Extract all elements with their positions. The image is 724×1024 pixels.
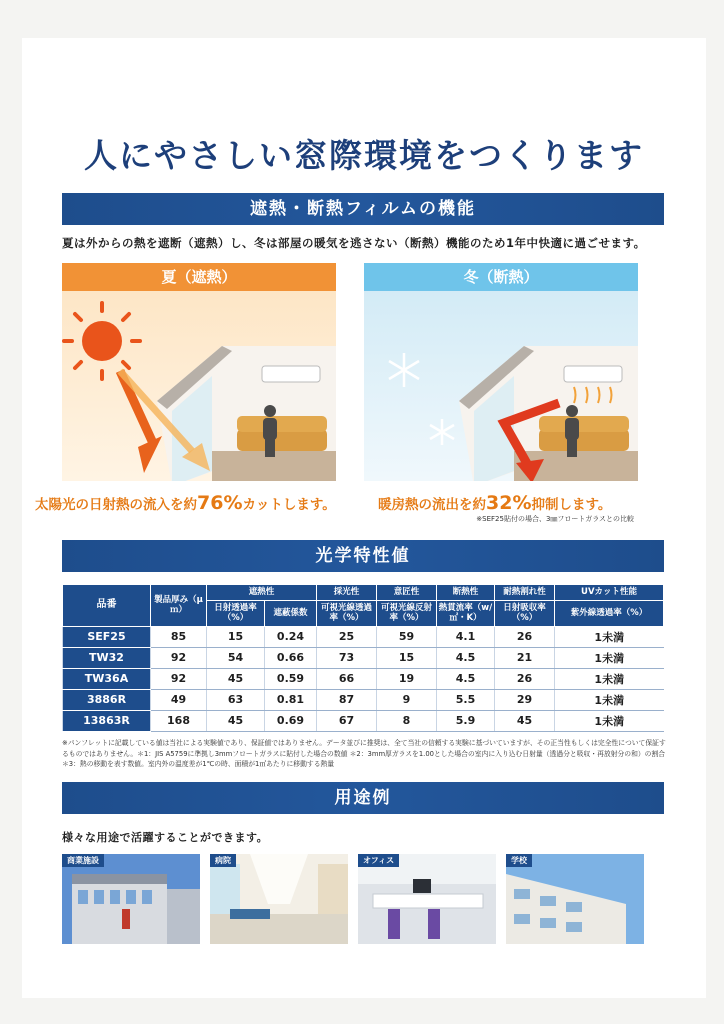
cell-uv-transmittance: 1未満 [555, 689, 664, 710]
cell-heat-flow: 4.5 [437, 668, 495, 689]
header-insulation: 断熱性 [437, 585, 495, 601]
summer-caption-text-end: カットします。 [242, 497, 336, 513]
summer-caption-value: 76% [197, 492, 243, 514]
page-title: 人にやさしい窓際環境をつくります [84, 136, 644, 175]
cell-heat-flow: 5.9 [437, 710, 495, 731]
cell-visible-transmittance: 67 [317, 710, 377, 731]
winter-heading: 冬（断熱） [364, 263, 638, 291]
cell-solar-transmittance: 15 [207, 626, 265, 647]
cell-solar-absorption: 26 [495, 626, 555, 647]
section-intro-text: 夏は外からの熱を遮断（遮熱）し、冬は部屋の暖気を逃さない（断熱）機能のため1年中快適に過ごせます。 [62, 236, 646, 250]
summer-illustration [62, 291, 336, 481]
cell-model: TW36A [63, 668, 151, 689]
cell-visible-transmittance: 66 [317, 668, 377, 689]
section-heading-use-cases: 用途例 [62, 782, 664, 814]
photo-hospital [210, 854, 348, 944]
cell-shading-coefficient: 0.59 [265, 668, 317, 689]
cell-visible-transmittance: 25 [317, 626, 377, 647]
comparison-note: ※SEF25貼付の場合、3㎜フロートガラスとの比較 [476, 515, 634, 523]
header-visible-transmittance: 可視光線透過率（%） [317, 600, 377, 626]
cell-solar-absorption: 29 [495, 689, 555, 710]
table-row [63, 710, 664, 731]
cell-visible-reflectance: 59 [377, 626, 437, 647]
cell-solar-transmittance: 63 [207, 689, 265, 710]
winter-caption-text-end: 抑制します。 [531, 497, 612, 513]
cell-visible-transmittance: 87 [317, 689, 377, 710]
header-visible-reflectance: 可視光線反射率（%） [377, 600, 437, 626]
header-crack: 耐熱割れ性 [495, 585, 555, 601]
cell-thickness: 92 [151, 668, 207, 689]
person-icon [565, 405, 579, 457]
summer-caption-text: 太陽光の日射熱の流入を約 [35, 497, 197, 513]
cell-visible-reflectance: 9 [377, 689, 437, 710]
cell-uv-transmittance: 1未満 [555, 647, 664, 668]
section-heading-optical-properties: 光学特性値 [62, 540, 664, 572]
cell-uv-transmittance: 1未満 [555, 626, 664, 647]
cell-model: TW32 [63, 647, 151, 668]
cell-solar-absorption: 26 [495, 668, 555, 689]
photo-commercial [62, 854, 200, 944]
summer-caption [35, 492, 336, 514]
header-daylight: 採光性 [317, 585, 377, 601]
cell-shading-coefficient: 0.81 [265, 689, 317, 710]
optical-properties-table [62, 584, 664, 732]
use-cases-intro: 様々な用途で活躍することができます。 [62, 831, 269, 844]
section-heading-film-function: 遮熱・断熱フィルムの機能 [62, 193, 664, 225]
photo-label: 病院 [210, 854, 236, 867]
cell-solar-transmittance: 54 [207, 647, 265, 668]
winter-caption [378, 492, 611, 514]
cell-uv-transmittance: 1未満 [555, 710, 664, 731]
cell-visible-reflectance: 8 [377, 710, 437, 731]
photo-label: 商業施設 [62, 854, 104, 867]
photo-office [358, 854, 496, 944]
air-conditioner-icon [262, 366, 320, 382]
table-row [63, 626, 664, 647]
cell-shading-coefficient: 0.24 [265, 626, 317, 647]
header-uv: UVカット性能 [555, 585, 664, 601]
cell-shading-coefficient: 0.69 [265, 710, 317, 731]
cell-heat-flow: 5.5 [437, 689, 495, 710]
header-shading: 遮熱性 [207, 585, 317, 601]
cell-thickness: 92 [151, 647, 207, 668]
sofa-icon [237, 416, 327, 451]
header-heat-flow: 熱貫流率（w/㎡・K） [437, 600, 495, 626]
header-uv-transmittance: 紫外線透過率（%） [555, 600, 664, 626]
table-row [63, 668, 664, 689]
cell-model: 13863R [63, 710, 151, 731]
photo-school [506, 854, 644, 944]
table-footnote: ※パンフレットに記載している値は当社による実験値であり、保証値ではありません。データ並びに推奨は、全て当社の信頼する実験に基づいていますが、その正当性もしくは完全性について保証するものではありません。＊1：JIS A5759に準拠し3mmフロートガラスに貼付した場合の数値 ＊2：3mm厚ガラスを1.00とした場合の室内に入り込む日射量（透過分と吸収・再放射分の和）の割合 ＊3：熱の移動を表す数値。室内外の温度差が1℃の時、面積が1㎡あたりに移動する熱量 [62, 739, 666, 769]
header-model: 品番 [63, 585, 151, 627]
cell-visible-transmittance: 73 [317, 647, 377, 668]
cell-heat-flow: 4.1 [437, 626, 495, 647]
header-solar-transmittance: 日射透過率（%） [207, 600, 265, 626]
cell-thickness: 85 [151, 626, 207, 647]
cell-visible-reflectance: 15 [377, 647, 437, 668]
sofa-icon [539, 416, 629, 451]
winter-caption-value: 32% [486, 492, 532, 514]
cell-thickness: 49 [151, 689, 207, 710]
sun-icon [64, 303, 140, 379]
cell-heat-flow: 4.5 [437, 647, 495, 668]
photo-label: オフィス [358, 854, 399, 867]
photo-label: 学校 [506, 854, 532, 867]
person-icon [263, 405, 277, 457]
cell-visible-reflectance: 19 [377, 668, 437, 689]
cell-model: 3886R [63, 689, 151, 710]
cell-solar-transmittance: 45 [207, 710, 265, 731]
summer-heading: 夏（遮熱） [62, 263, 336, 291]
header-shading-coefficient: 遮蔽係数 [265, 600, 317, 626]
header-solar-absorption: 日射吸収率（%） [495, 600, 555, 626]
table-row [63, 689, 664, 710]
winter-caption-text: 暖房熱の流出を約 [378, 497, 486, 513]
table-row [63, 647, 664, 668]
cell-shading-coefficient: 0.66 [265, 647, 317, 668]
cell-model: SEF25 [63, 626, 151, 647]
header-thickness: 製品厚み（μｍ） [151, 585, 207, 627]
header-design: 意匠性 [377, 585, 437, 601]
cell-thickness: 168 [151, 710, 207, 731]
cell-solar-absorption: 45 [495, 710, 555, 731]
cell-solar-absorption: 21 [495, 647, 555, 668]
page [22, 38, 706, 998]
snowflake-icon [389, 353, 454, 445]
cell-solar-transmittance: 45 [207, 668, 265, 689]
winter-illustration [364, 291, 638, 481]
cell-uv-transmittance: 1未満 [555, 668, 664, 689]
